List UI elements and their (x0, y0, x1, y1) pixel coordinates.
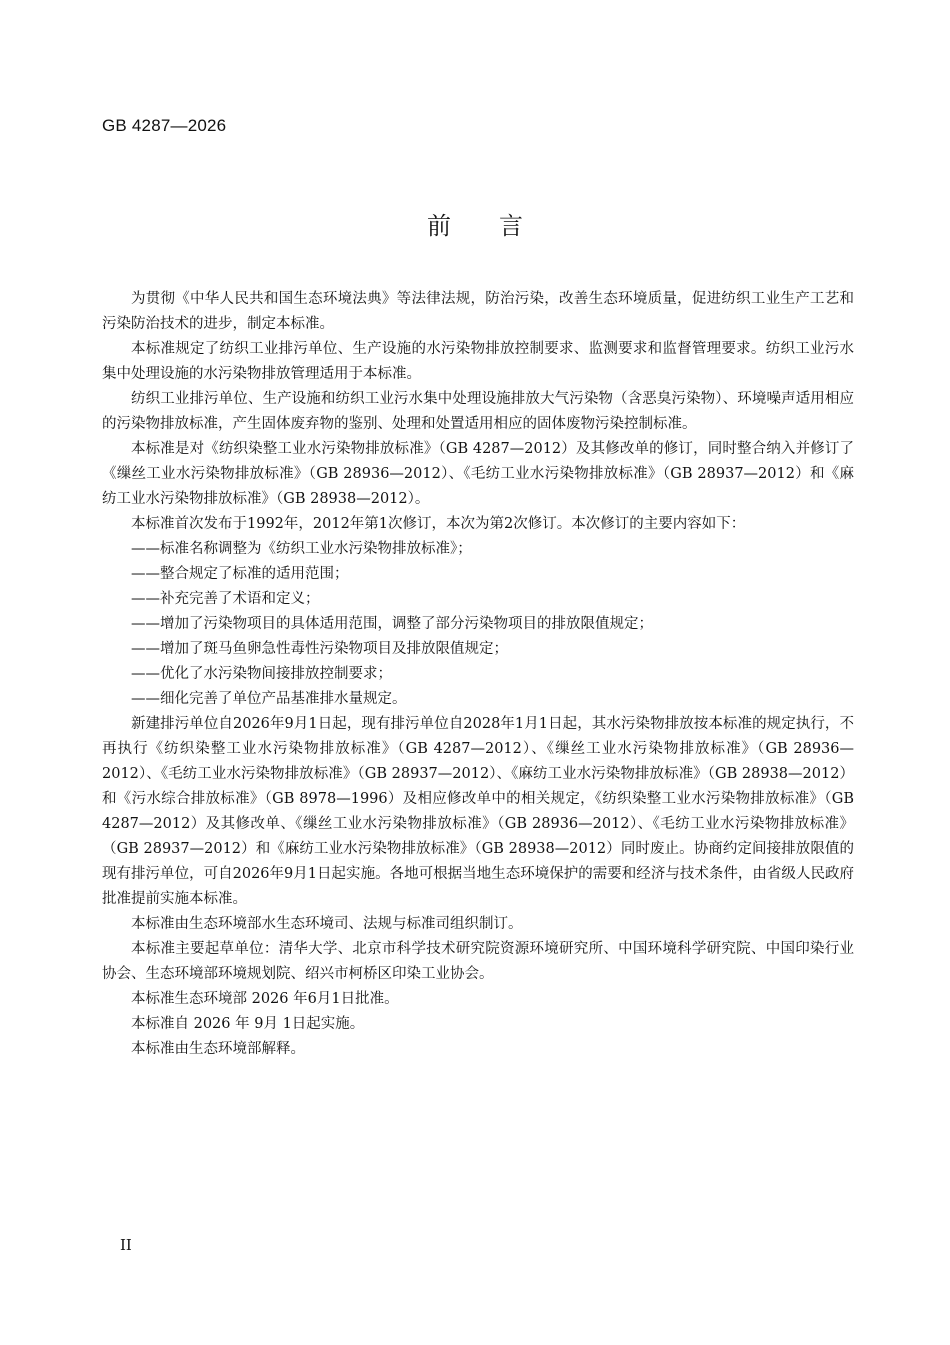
change-item: ——优化了水污染物间接排放控制要求； (131, 666, 392, 682)
change-item: ——增加了污染物项目的具体适用范围，调整了部分污染物项目的排放限值规定； (131, 616, 653, 632)
paragraph-revision-basis: 本标准是对《纺织染整工业水污染物排放标准》（GB 4287—2012）及其修改单的修订，同时整合纳入并修订了《缫丝工业水污染物排放标准》（GB 28936—2012）、《毛纺工业水污染物排放标准》（GB 28937—2012）和《麻纺工业水污染物排放标准》（GB 28938—2012）。 (102, 441, 854, 507)
paragraph-drafters: 本标准主要起草单位：清华大学、北京市科学技术研究院资源环境研究所、中国环境科学研究院、中国印染行业协会、生态环境部环境规划院、绍兴市柯桥区印染工业协会。 (102, 941, 854, 982)
standard-code: GB 4287—2026 (102, 116, 227, 135)
paragraph-history: 本标准首次发布于1992年，2012年第1次修订，本次为第2次修订。本次修订的主要内容如下： (131, 516, 746, 532)
paragraph-approval-date: 本标准生态环境部 2026 年6月1日批准。 (131, 991, 399, 1007)
change-item: ——补充完善了术语和定义； (131, 591, 320, 607)
paragraph-interpretation: 本标准由生态环境部解释。 (131, 1041, 305, 1057)
change-item: ——增加了斑马鱼卵急性毒性污染物项目及排放限值规定； (131, 641, 508, 657)
change-item: ——整合规定了标准的适用范围； (131, 566, 349, 582)
paragraph-purpose: 为贯彻《中华人民共和国生态环境法典》等法律法规，防治污染，改善生态环境质量，促进纺织工业生产工艺和污染防治技术的进步，制定本标准。 (102, 291, 854, 332)
paragraph-implementation: 新建排污单位自2026年9月1日起，现有排污单位自2028年1月1日起，其水污染物排放按本标准的规定执行，不再执行《纺织染整工业水污染物排放标准》（GB 4287—2012）、《缫丝工业水污染物排放标准》（GB 28936—2012）、《毛纺工业水污染物排放标准》（GB 28937—2012）、《麻纺工业水污染物排放标准》（GB 28938—2012）和《污水综合排放标准》（GB 8978—1996）及相应修改单中的相关规定，《纺织染整工业水污染物排放标准》（GB 4287—2012）及其修改单、《缫丝工业水污染物排放标准》（GB 28936—2012）、《毛纺工业水污染物排放标准》（GB 28937—2012）和《麻纺工业水污染物排放标准》（GB 28938—2012）同时废止。协商约定间接排放限值的现有排污单位，可自2026年9月1日起实施。各地可根据当地生态环境保护的需要和经济与技术条件，由省级人民政府批准提前实施本标准。 (102, 716, 854, 907)
paragraph-effective-date: 本标准自 2026 年 9月 1日起实施。 (131, 1016, 365, 1032)
page-number: II (120, 1236, 132, 1254)
paragraph-organizer: 本标准由生态环境部水生态环境司、法规与标准司组织制订。 (131, 916, 523, 932)
foreword-body (102, 287, 854, 1062)
page-title: 前言 (427, 212, 571, 240)
changes-list (102, 537, 854, 712)
paragraph-other-standards: 纺织工业排污单位、生产设施和纺织工业污水集中处理设施排放大气污染物（含恶臭污染物）、环境噪声适用相应的污染物排放标准，产生固体废弃物的鉴别、处理和处置适用相应的固体废物污染控制标准。 (102, 391, 854, 432)
change-item: ——细化完善了单位产品基准排水量规定。 (131, 691, 407, 707)
paragraph-scope: 本标准规定了纺织工业排污单位、生产设施的水污染物排放控制要求、监测要求和监督管理要求。纺织工业污水集中处理设施的水污染物排放管理适用于本标准。 (102, 341, 854, 382)
change-item: ——标准名称调整为《纺织工业水污染物排放标准》； (131, 541, 472, 557)
